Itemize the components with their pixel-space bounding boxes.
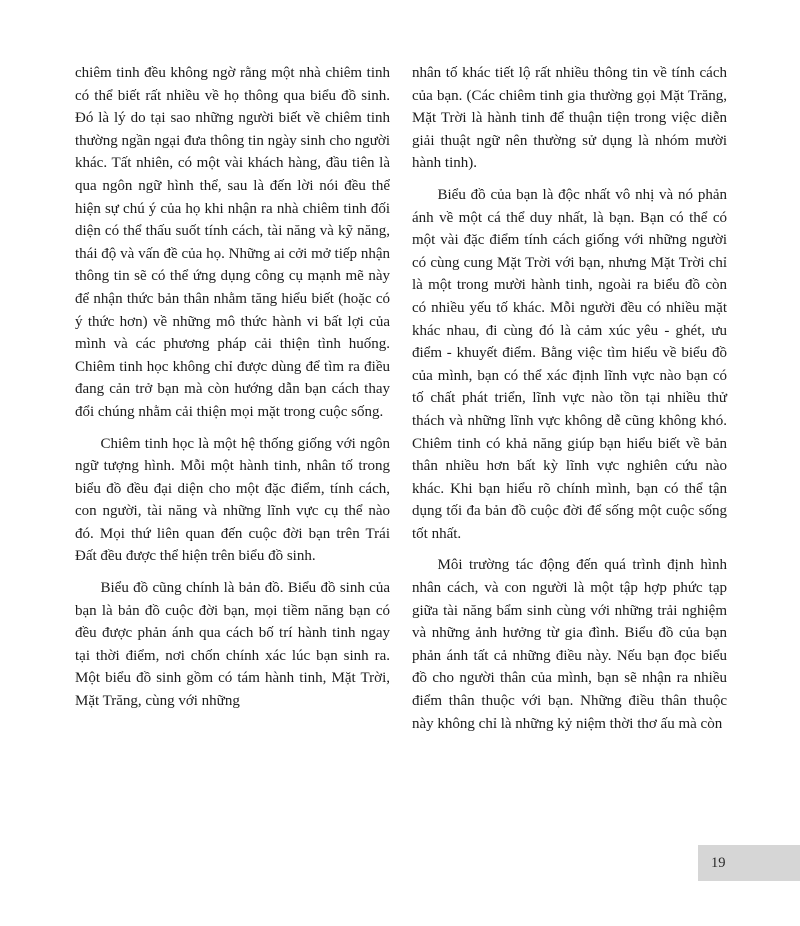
- page-number: 19: [711, 854, 726, 871]
- text-columns: [75, 62, 727, 744]
- paragraph: Chiêm tinh học là một hệ thống giống với ngôn ngữ tượng hình. Mỗi một hành tinh, nhân tố trong biểu đồ đều đại diện cho một đặc điểm, tính cách, con người, tài năng và những lĩnh vực cụ thể nào đó. Mọi thứ liên quan đến cuộc đời bạn trên Trái Đất đều được thể hiện trên biểu đồ sinh.: [75, 435, 390, 565]
- paragraph: Biểu đồ của bạn là độc nhất vô nhị và nó phản ánh về một cá thể duy nhất, là bạn. Bạn có thể có một vài đặc điểm tính cách giống với những người có cùng cung Mặt Trời với bạn, nhưng Mặt Trời chỉ là một trong mười hành tinh, ngoài ra biểu đồ còn có nhiều yếu tố khác. Mỗi người đều có nhiều mặt khác nhau, đi cùng đó là cảm xúc yêu - ghét, ưu điểm - khuyết điểm. Bằng việc tìm hiểu về biểu đồ của mình, bạn có thể xác định lĩnh vực nào bạn có tố chất phát triển, lĩnh vực nào tồn tại nhiều thử thách và những lĩnh vực không dễ cũng không khó. Chiêm tinh có khả năng giúp bạn hiểu biết về bản thân nhiều hơn bất kỳ lĩnh vực nghiên cứu nào khác. Khi bạn hiểu rõ chính mình, bạn có thể tận dụng tối đa bản đồ cuộc đời để sống một cuộc sống tốt nhất.: [412, 186, 727, 542]
- paragraph-continuation: chiêm tinh đều không ngờ rằng một nhà chiêm tinh có thể biết rất nhiều về họ thông qua biểu đồ sinh. Đó là lý do tại sao những người biết về chiêm tinh thường ngần ngại đưa thông tin ngày sinh cho người khác. Tất nhiên, có một vài khách hàng, đầu tiên là qua ngôn ngữ hình thể, sau là đến lời nói đều thể hiện sự chú ý của họ khi nhận ra nhà chiêm tinh đối diện có thể thấu suốt tính cách, tài năng và kỹ năng, thái độ và vấn đề của họ. Những ai cởi mở tiếp nhận thông tin sẽ có thể ứng dụng công cụ mạnh mẽ này để nhận thức bản thân nhằm tăng hiểu biết (hoặc có ý thức hơn) về những mô thức hành vi bất lợi của mình và các phương pháp cải thiện tình huống. Chiêm tinh học không chỉ được dùng để tìm ra điều đang cản trở bạn mà còn hướng dẫn bạn cách thay đổi chúng nhằm cải thiện mọi mặt trong cuộc sống.: [75, 65, 390, 420]
- paragraph: Biểu đồ cũng chính là bản đồ. Biểu đồ sinh của bạn là bản đồ cuộc đời bạn, mọi tiềm năng bạn có đều được phản ánh qua cách bố trí hành tinh ngay tại thời điểm, nơi chốn chính xác lúc bạn sinh ra. Một biểu đồ sinh gồm có tám hành tinh, Mặt Trời, Mặt Trăng, cùng với những: [75, 580, 390, 710]
- right-column: [412, 62, 727, 744]
- page-number-tab: [698, 845, 800, 881]
- paragraph: Môi trường tác động đến quá trình định hình nhân cách, và con người là một tập hợp phức tạp giữa tài năng bẩm sinh cùng với những trải nghiệm và những ảnh hưởng từ gia đình. Biểu đồ của bạn phản ánh tất cả những điều này. Nếu bạn đọc biểu đồ cho người thân của mình, bạn sẽ nhận ra nhiều điểm thân thuộc với bạn. Những điều thân thuộc này không chỉ là những kỷ niệm thời thơ ấu mà còn: [412, 557, 727, 732]
- left-column: [75, 62, 390, 744]
- paragraph-continuation: nhân tố khác tiết lộ rất nhiều thông tin về tính cách của bạn. (Các chiêm tinh gia thường gọi Mặt Trăng, Mặt Trời là hành tinh để thuận tiện trong việc diễn giải thuật ngữ nên thường sử dụng là nhóm mười hành tinh).: [412, 65, 727, 172]
